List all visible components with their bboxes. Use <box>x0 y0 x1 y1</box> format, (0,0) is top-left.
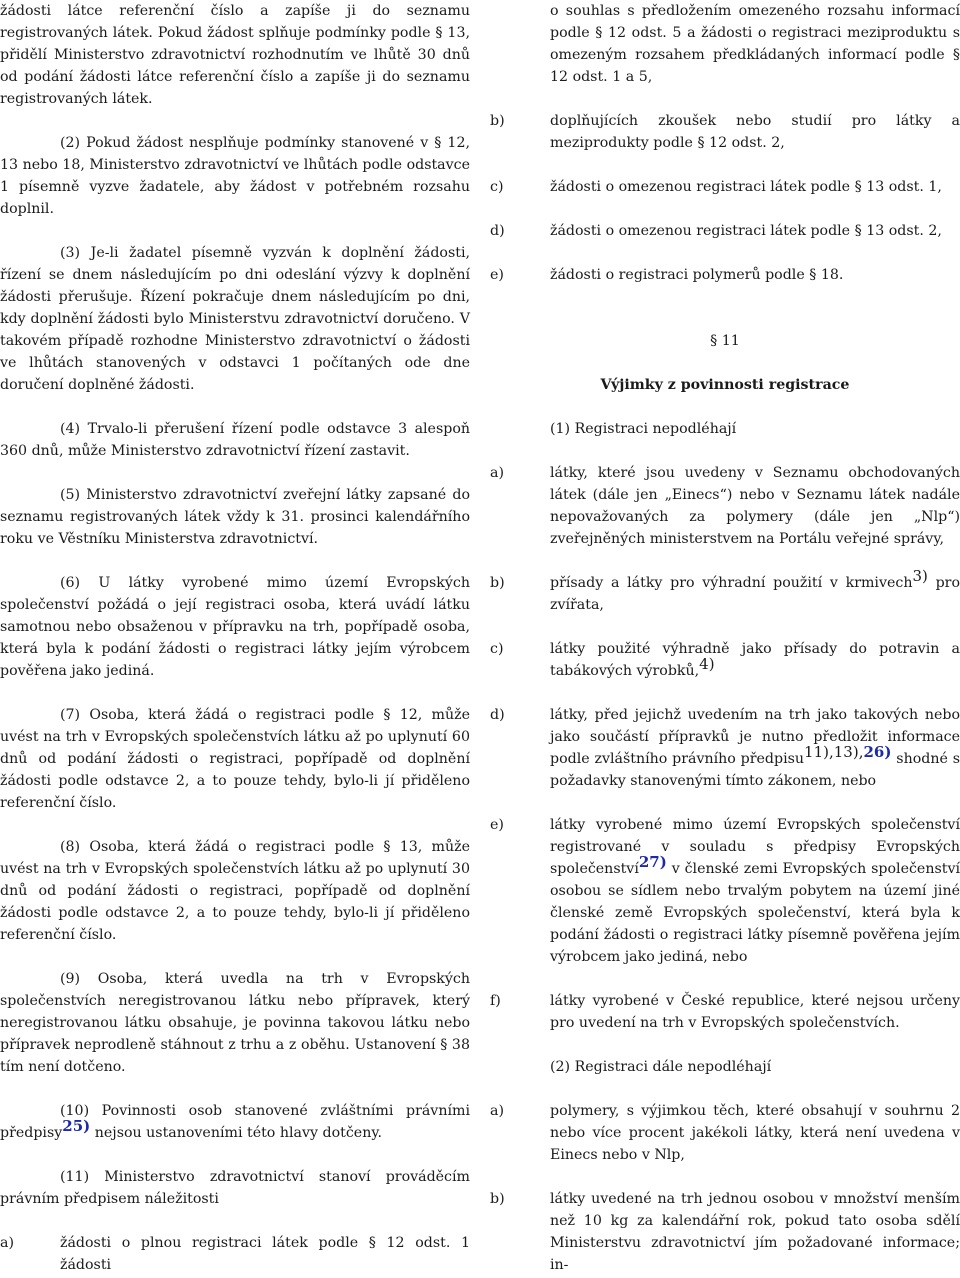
paragraph-2: (2) Pokud žádost nesplňuje podmínky stanovené v § 12, 13 nebo 18, Ministerstvo zdravotnictví ve lhůtách podle odstavce 1 písemně vyzve žadatele, aby žádost v potřebném rozsahu doplnil. <box>0 135 470 217</box>
list-text: látky vyrobené v České republice, které nejsou určeny pro uvedení na trh v Evropských společenstvích. <box>550 993 960 1031</box>
continued-item-text <box>550 0 960 88</box>
exemption-item-d <box>490 704 960 792</box>
footnote-ref-25: 25) <box>62 1117 91 1135</box>
list-text: látky, které jsou uvedeny v Seznamu obchodovaných látek (dále jen „Einecs“) nebo v Seznamu látek nadále nepovažovaných za polymery (dále jen „Nlp“) zveřejněných ministerstvem na Portálu veřejné správy, <box>550 465 960 547</box>
paragraph-6: (6) U látky vyrobené mimo území Evropských společenství požádá o její registraci osoba, která uvádí látku samotnou nebo obsaženou v přípravku na trh, popřípadě osoba, která byla k podání žádosti o registraci látky jejím výrobcem pověřena jako jediná. <box>0 575 470 679</box>
list-label: b) <box>490 1191 505 1207</box>
paragraph-9: (9) Osoba, která uvedla na trh v Evropských společenstvích neregistrovanou látku nebo přípravek, který neregistrovanou látku obsahuje, je povinna takovou látku nebo přípravek neprodleně stáhnout z trhu a z oběhu. Ustanovení § 38 tím není dotčeno. <box>0 971 470 1075</box>
item-text-b: shodné s požadavky stanovenými tímto zákonem, nebo <box>550 751 960 789</box>
paragraph-10-text-a: (10) Povinnosti osob stanovené zvláštními právními předpisy <box>0 1103 470 1141</box>
section-title: Výjimky z povinnosti registrace <box>600 377 850 393</box>
list-label: e) <box>490 817 504 833</box>
item-text-b: v členské zemi Evropských společenství osobou se sídlem nebo trvalým pobytem na území jiné členské země Evropských společenství, která byla k podání žádosti o registraci látky písemně pověřena jejím výrobcem jako jediná, nebo <box>550 861 960 965</box>
section-number: § 11 <box>710 333 740 349</box>
list-item-e <box>490 264 960 286</box>
paragraph-7: (7) Osoba, která žádá o registraci podle § 12, může uvést na trh v Evropských společenstvích látku až po uplynutí 60 dnů od podání žádosti o registraci, popřípadě od doplnění žádosti podle odstavce 2, a to pouze tehdy, bylo-li jí přiděleno referenční číslo. <box>0 707 470 811</box>
list-label: a) <box>0 1235 14 1251</box>
list-text <box>550 567 960 616</box>
exemption-2-item-b <box>490 1188 960 1276</box>
exemption-2-item-a <box>490 1100 960 1166</box>
item-text-b: pro zvířata, <box>550 575 960 613</box>
list-label: d) <box>490 223 505 239</box>
right-column <box>490 0 960 1276</box>
list-label: a) <box>490 465 504 481</box>
list-label: e) <box>490 267 504 283</box>
list-item-c <box>490 176 960 198</box>
footnote-ref-11-13: 11),13), <box>804 743 864 761</box>
list-item-d <box>490 220 960 242</box>
exemption-item-c <box>490 638 960 682</box>
footnote-ref-26: 26) <box>863 743 892 761</box>
list-text: žádosti o plnou registraci látek podle § 12 odst. 1 žádosti <box>60 1235 470 1273</box>
paragraph-8: (8) Osoba, která žádá o registraci podle § 13, může uvést na trh v Evropských společenstvích látku až po uplynutí 30 dnů od podání žádosti o registraci, popřípadě od doplnění žádosti podle odstavce 2, a to pouze tehdy, bylo-li jí přiděleno referenční číslo. <box>0 839 470 943</box>
list-text: doplňujících zkoušek nebo studií pro látky a meziprodukty podle § 12 odst. 2, <box>550 113 960 151</box>
footnote-ref-4: 4) <box>699 655 715 673</box>
item-text-a: přísady a látky pro výhradní použití v krmivech <box>550 575 913 591</box>
item-text-a: látky, před jejichž uvedením na trh jako takových nebo jako součástí přípravků je nutno předložit informace podle zvláštního právního předpisu <box>550 707 960 767</box>
list-text <box>550 814 960 968</box>
list-text: žádosti o omezenou registraci látek podle § 13 odst. 2, <box>550 223 942 239</box>
list-item-b <box>490 110 960 154</box>
list-text <box>550 704 960 792</box>
list-label: a) <box>490 1103 504 1119</box>
left-column <box>0 0 470 1276</box>
list-label: b) <box>490 113 505 129</box>
continued-text: o souhlas s předložením omezeného rozsahu informací podle § 12 odst. 5 a žádosti o registraci meziproduktu s omezeným rozsahem předkládaných informací podle § 12 odst. 1 a 5, <box>550 3 960 85</box>
list-label: f) <box>490 993 501 1009</box>
exemption-item-e <box>490 814 960 968</box>
list-label: b) <box>490 575 505 591</box>
paragraph-11: (11) Ministerstvo zdravotnictví stanoví prováděcím právním předpisem náležitosti <box>0 1169 470 1207</box>
exemption-item-a <box>490 462 960 550</box>
list-item-a <box>0 1232 470 1276</box>
list-label: c) <box>490 179 504 195</box>
item-text-a: látky použité výhradně jako přísady do potravin a tabákových výrobků, <box>550 641 960 679</box>
list-text: polymery, s výjimkou těch, které obsahují v souhrnu 2 nebo více procent jakékoli látky, která není uvedena v Einecs nebo v Nlp, <box>550 1103 960 1163</box>
list-text <box>550 638 960 682</box>
list-text: žádosti o registraci polymerů podle § 18. <box>550 267 844 283</box>
footnote-ref-3: 3) <box>912 567 928 585</box>
list-label: c) <box>490 641 504 657</box>
intro-paragraph: žádosti látce referenční číslo a zapíše ji do seznamu registrovaných látek. Pokud žádost splňuje podmínky podle § 13, přidělí Ministerstvo zdravotnictví rozhodnutím ve lhůtě 30 dnů od podání žádosti látce referenční číslo a zapíše ji do seznamu registrovaných látek. <box>0 3 470 107</box>
list-label: d) <box>490 707 505 723</box>
footnote-ref-27: 27) <box>638 853 667 871</box>
section-2-intro: (2) Registraci dále nepodléhají <box>550 1059 772 1075</box>
section-1-intro: (1) Registraci nepodléhají <box>550 421 737 437</box>
paragraph-10 <box>0 1100 470 1144</box>
list-text: žádosti o omezenou registraci látek podle § 13 odst. 1, <box>550 179 942 195</box>
paragraph-10-text-b: nejsou ustanoveními této hlavy dotčeny. <box>90 1125 382 1141</box>
paragraph-5: (5) Ministerstvo zdravotnictví zveřejní látky zapsané do seznamu registrovaných látek vždy k 31. prosinci kalendářního roku ve Věstníku Ministerstva zdravotnictví. <box>0 487 470 547</box>
paragraph-3: (3) Je-li žadatel písemně vyzván k doplnění žádosti, řízení se dnem následujícím po dni odeslání výzvy k doplnění žádosti přerušuje. Řízení pokračuje dnem následujícím po dni, kdy doplnění žádosti bylo Ministerstvu zdravotnictví doručeno. V takovém případě rozhodne Ministerstvo zdravotnictví o žádosti ve lhůtách stanovených v odstavci 1 počítaných ode dne doručení doplněné žádosti. <box>0 245 470 393</box>
item-text-a: látky vyrobené mimo území Evropských společenství registrované v souladu s předpisy Evropských společenství <box>550 817 960 877</box>
exemption-item-b <box>490 567 960 616</box>
paragraph-4: (4) Trvalo-li přerušení řízení podle odstavce 3 alespoň 360 dnů, může Ministerstvo zdravotnictví řízení zastavit. <box>0 421 470 459</box>
list-text: látky uvedené na trh jednou osobou v množství menším než 10 kg za kalendářní rok, pokud tato osoba sdělí Ministerstvu zdravotnictví jím požadované informace; in- <box>550 1191 960 1273</box>
exemption-item-f <box>490 990 960 1034</box>
